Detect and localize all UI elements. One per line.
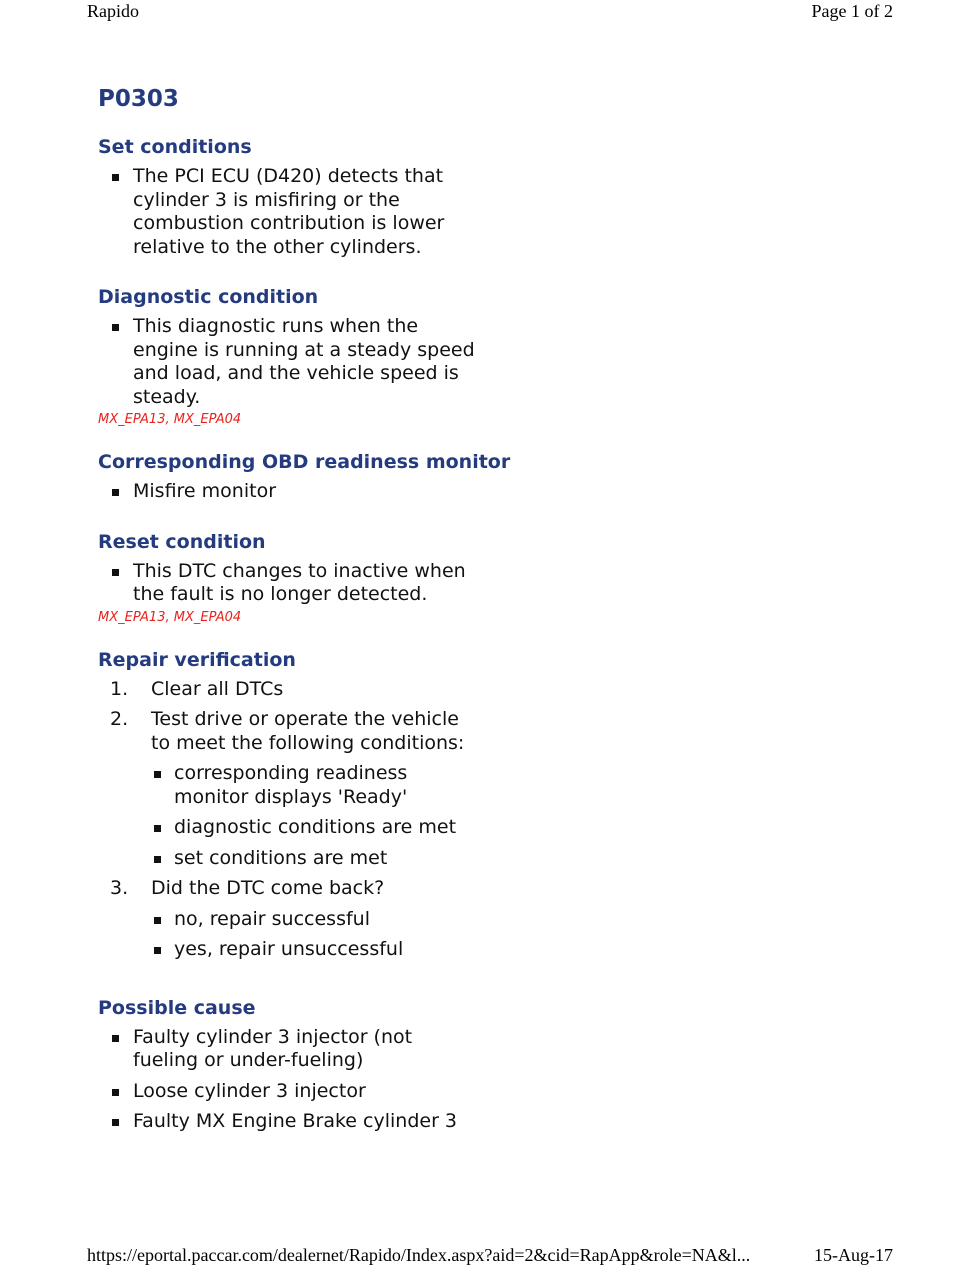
step-item <box>98 708 538 870</box>
list-item: This diagnostic runs when the engine is running at a steady speed and load, and the vehicle speed is steady. <box>133 315 483 409</box>
list-item: Faulty MX Engine Brake cylinder 3 <box>133 1110 538 1134</box>
section-diagnostic-condition <box>98 285 538 428</box>
list-item: This DTC changes to inactive when the fault is no longer detected. <box>133 560 478 607</box>
section-repair-verification <box>98 648 538 962</box>
list-item: Loose cylinder 3 injector <box>133 1080 538 1104</box>
section-set-conditions <box>98 135 538 259</box>
list-item: Faulty cylinder 3 injector (not fueling or under-fueling) <box>133 1026 433 1073</box>
bullet-list <box>98 1026 538 1134</box>
sub-bullet-list <box>151 762 538 870</box>
section-title: Possible cause <box>98 996 256 1019</box>
section-title: Repair verification <box>98 648 296 671</box>
numbered-steps <box>98 678 538 962</box>
step-number: 2. <box>110 708 129 730</box>
step-item <box>98 678 538 702</box>
footer-url: https://eportal.paccar.com/dealernet/Rapido/Index.aspx?aid=2&cid=RapApp&role=NA&l... <box>87 1245 751 1265</box>
section-obd-monitor <box>98 450 538 504</box>
model-tags: MX_EPA13, MX_EPA04 <box>98 412 242 427</box>
list-item: The PCI ECU (D420) detects that cylinder 3 is misfiring or the combustion contribution is lower relative to the other cylinders. <box>133 165 473 259</box>
sub-list-item: yes, repair unsuccessful <box>174 938 538 962</box>
header-app-name: Rapido <box>87 1 139 21</box>
step-text: Test drive or operate the vehicle to meet the following conditions: <box>151 708 465 754</box>
bullet-list <box>98 165 538 259</box>
section-title: Set conditions <box>98 136 252 158</box>
dtc-code-title: P0303 <box>98 86 179 112</box>
section-reset-condition <box>98 530 538 626</box>
list-item: Misfire monitor <box>133 480 538 504</box>
step-text: Clear all DTCs <box>151 677 284 700</box>
bullet-list <box>98 315 538 409</box>
header-page-number: Page 1 of 2 <box>811 1 893 21</box>
sub-list-item: corresponding readiness monitor displays 'Ready' <box>174 762 424 809</box>
step-item <box>98 877 538 962</box>
step-number: 1. <box>110 677 129 700</box>
step-text: Did the DTC come back? <box>151 877 385 899</box>
sub-bullet-list <box>151 908 538 962</box>
step-number: 3. <box>110 877 129 899</box>
section-title: Corresponding OBD readiness monitor <box>98 451 511 473</box>
section-title: Reset condition <box>98 530 266 553</box>
footer-date: 15-Aug-17 <box>814 1245 893 1265</box>
document-content <box>98 86 538 1160</box>
model-tags: MX_EPA13, MX_EPA04 <box>98 609 242 625</box>
sub-list-item: diagnostic conditions are met <box>174 816 538 840</box>
section-title: Diagnostic condition <box>98 286 319 308</box>
sub-list-item: no, repair successful <box>174 908 538 932</box>
sub-list-item: set conditions are met <box>174 847 538 871</box>
bullet-list <box>98 560 538 607</box>
section-possible-cause <box>98 996 538 1134</box>
bullet-list <box>98 480 538 504</box>
